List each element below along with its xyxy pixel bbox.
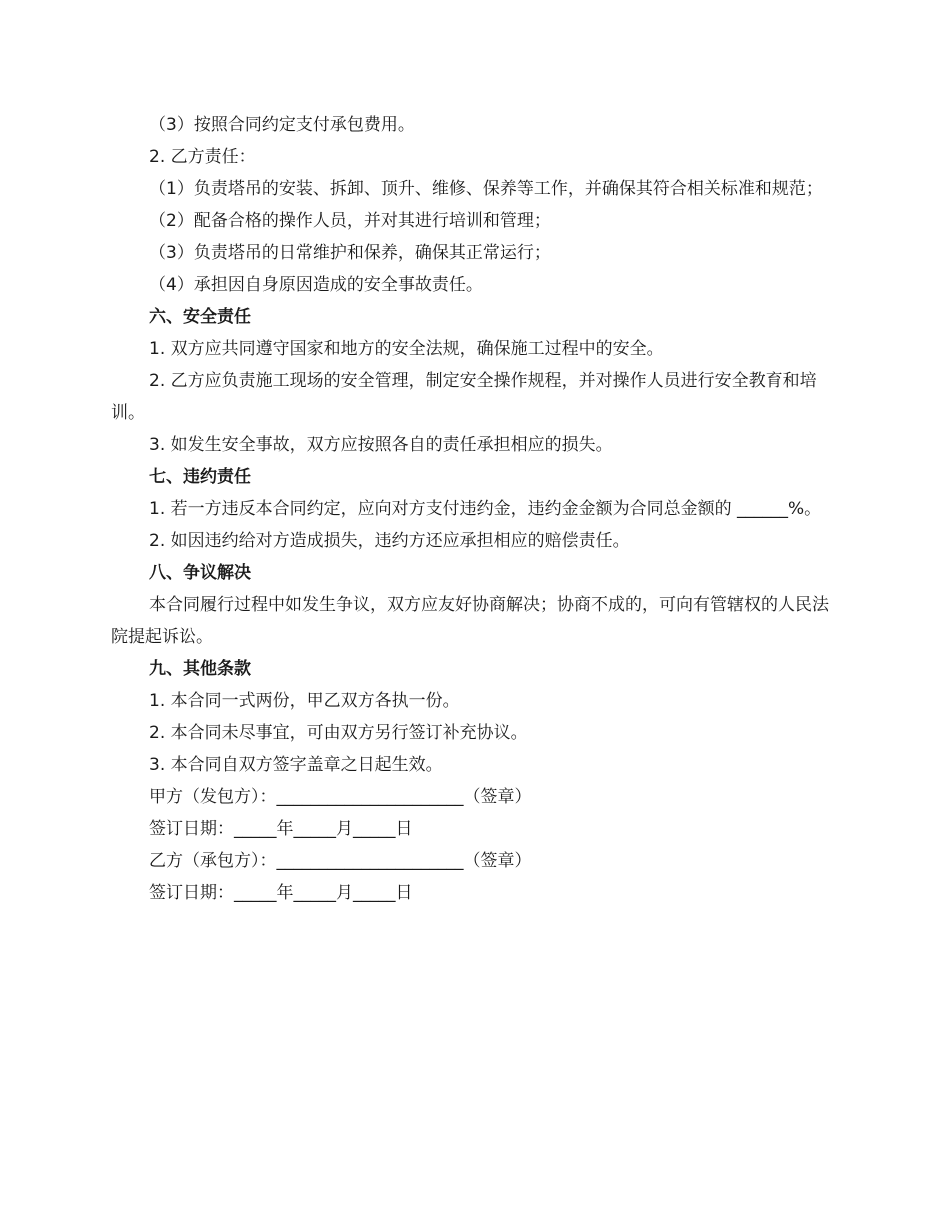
document-body (111, 109, 841, 909)
party-a-date-line: 签订日期：_____年_____月_____日 (149, 819, 413, 839)
paragraph: 1. 本合同一式两份，甲乙双方各执一份。 (149, 691, 460, 711)
paragraph: （4）承担因自身原因造成的安全事故责任。 (149, 275, 483, 295)
paragraph: 3. 本合同自双方签字盖章之日起生效。 (149, 755, 443, 775)
party-b-signature-line: 乙方（承包方）：______________________（签章） (149, 851, 532, 871)
section-heading-breach: 七、违约责任 (149, 467, 251, 487)
paragraph: （1）负责塔吊的安装、拆卸、顶升、维修、保养等工作，并确保其符合相关标准和规范； (149, 179, 823, 199)
paragraph: 2. 乙方应负责施工现场的安全管理，制定安全操作规程，并对操作人员进行安全教育和培训。 (111, 371, 817, 423)
paragraph: 3. 如发生安全事故，双方应按照各自的责任承担相应的损失。 (149, 435, 613, 455)
paragraph: （3）按照合同约定支付承包费用。 (149, 115, 415, 135)
paragraph: 本合同履行过程中如发生争议，双方应友好协商解决；协商不成的，可向有管辖权的人民法院提起诉讼。 (111, 595, 829, 647)
paragraph: 2. 如因违约给对方造成损失，违约方还应承担相应的赔偿责任。 (149, 531, 630, 551)
section-heading-safety: 六、安全责任 (149, 307, 251, 327)
paragraph: 1. 双方应共同遵守国家和地方的安全法规，确保施工过程中的安全。 (149, 339, 664, 359)
section-heading-dispute: 八、争议解决 (149, 563, 251, 583)
paragraph: 2. 本合同未尽事宜，可由双方另行签订补充协议。 (149, 723, 528, 743)
paragraph: 2. 乙方责任： (149, 147, 256, 167)
section-heading-other: 九、其他条款 (149, 659, 251, 679)
paragraph: （3）负责塔吊的日常维护和保养，确保其正常运行； (149, 243, 551, 263)
party-b-date-line: 签订日期：_____年_____月_____日 (149, 883, 413, 903)
paragraph: （2）配备合格的操作人员，并对其进行培训和管理； (149, 211, 551, 231)
party-a-signature-line: 甲方（发包方）：______________________（签章） (149, 787, 532, 807)
paragraph: 1. 若一方违反本合同约定，应向对方支付违约金，违约金金额为合同总金额的 ______%。 (149, 499, 822, 519)
